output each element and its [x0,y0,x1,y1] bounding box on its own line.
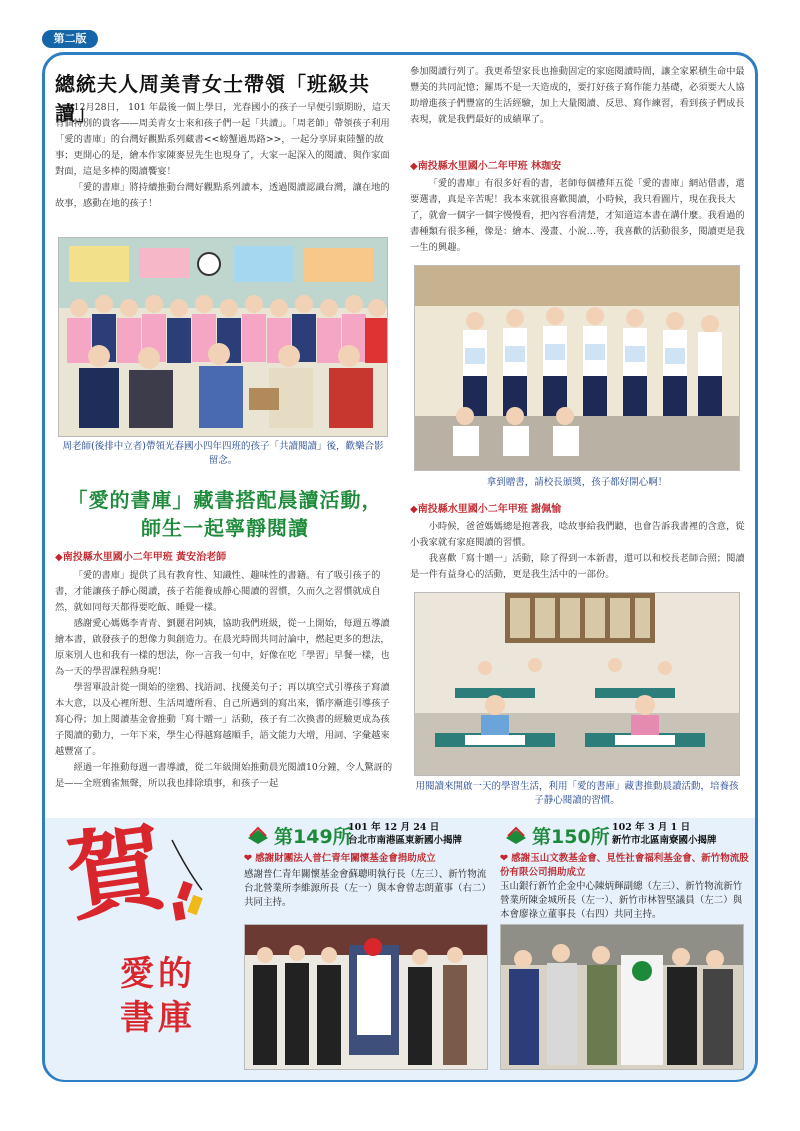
logo-line1: 愛的 [120,954,196,994]
article1-body [55,100,395,212]
column2-section1-byline: ◆南投縣水里國小二年甲班 林珈安 [410,161,562,172]
donation149-school: 台北市南港區東新國小揭牌 [348,835,463,846]
article2-byline: ◆南投縣水里國小二年甲班 黃安治老師 [55,552,227,563]
donation150-desc: 玉山銀行新竹企金中心陳炳輝副總（左三）、新竹物流新竹營業所陳金城所長（左一）、新竹市林智堅議員（左二）與本會廖祿立董事長（右四）共同主持。 [500,881,743,920]
column2-award-photo [414,265,740,471]
donation149-photo [244,924,488,1070]
column2-section2-paragraph-1: 小時候，爸爸媽媽總是抱著我，唸故事給我們聽，也會告訴我書裡的含意，從小我家就有家庭閱讀的習慣。 [410,521,745,548]
column2-section2-byline: ◆南投縣水里國小二年甲班 謝佩愉 [410,504,562,515]
he-character: 賀 [60,809,172,936]
book-logo-icon-2 [504,824,528,846]
donation149-thanks: ❤ 感謝財團法人普仁青年關懷基金會捐助成立 [244,853,436,864]
logo-title [78,952,238,1040]
donation150-date: 102 年 3 月 1 日 [612,822,691,833]
classroom-reading-illustration [415,593,740,776]
article2-paragraph-1: 「愛的書庫」提供了具有教育性、知識性、趣味性的書籍。有了吸引孩子的書，才能讓孩子靜心閱讀，孩子若能養成靜心閱讀的習慣，久而久之習慣就成自然，就如同每天都得要吃飯、睡覺一樣。 [55,570,381,613]
article2-paragraph-2: 感謝愛心媽媽李青青、劉麗君阿姨，協助我們班級，從一上開始，每週五導讀繪本書，啟發孩子的想像力與創造力。在晨光時間共同討論中，燃起更多的想法，原來別人也和我有一樣的想法，你一言我一句中，好像在吃「學習」早餐一樣，也為一天的學習課程熱身呢！ [55,618,390,677]
book-logo-icon [246,824,270,846]
donation150-thanks: ❤ 感謝玉山文教基金會、見性社會福利基金會、新竹物流股份有限公司捐助成立 [500,853,749,878]
page-tag: 第二版 [42,30,98,48]
column2-continued [410,64,745,128]
column2-photo1-caption: 拿到贈書，請校長頒獎，孩子都好開心啊！ [486,477,668,488]
column2-section2-paragraph-2: 我喜歡「寫十贈一」活動，除了得到一本新書，還可以和校長老師合照；閱讀是一件有益身心的活動，更是我生活中的一部份。 [410,553,745,580]
article1-headline: 總統夫人周美青女士帶領「班級共讀」 [55,72,370,125]
article1-classroom-photo [58,237,388,437]
donation150-number: 第150所 [532,826,610,848]
donation150-school: 新竹市北區南寮國小揭牌 [612,835,717,846]
column2-photo2-caption: 用閱讀來開啟一天的學習生活，利用「愛的書庫」藏書推動晨讀活動，培養孩子靜心閱讀的習慣。 [415,781,739,806]
donation150-photo [500,924,744,1070]
article2-title-line2: 師生一起寧靜閱讀 [141,516,309,540]
column2-continued-paragraph: 參加閱讀行列了。我更希望家長也推動固定的家庭閱讀時間，讓全家累積生命中最豐美的共同記憶；羅馬不是一天造成的，要打好孩子寫作能力基礎，必須要大人協助增進孩子們豐富的生活經驗，加上大量閱讀、反思、寫作練習，看到孩子們成長表現，就是我們最好的成績單了。 [410,66,745,125]
article1-photo-caption: 周老師(後排中立者)帶領光春國小四年四班的孩子「共讀閱讀」後，歡樂合影留念。 [62,441,384,466]
donation149-date: 101 年 12 月 24 日 [348,822,440,833]
column2-section1-body [410,176,745,256]
plaque-ceremony-illustration [245,925,488,1070]
article1-paragraph-1: 12月28日， 101 年最後一個上學日，光春國小的孩子一早便引頸期盼，這天有個特別的貴客——周美青女士來和孩子們一起「共讀」。「周老師」帶領孩子利用「愛的書庫」的台灣好觀點系列藏書<<螃蟹過馬路>>，一起分享屏東陸蟹的故事；更開心的是，繪本作家陳麥昱先生也現身了，大家一起深入的閱讀、與作家面對面，這是多棒的閱讀饗宴！ [55,102,391,177]
he-calligraphy [60,809,212,940]
award-group-illustration [415,266,740,471]
logo-line2: 書庫 [120,998,196,1038]
article2-title [50,486,400,542]
column2-section1-paragraph: 「愛的書庫」有很多好看的書，老師每個禮拜五從「愛的書庫」網站借書，還要選書，真是辛苦呢！我本來就很喜歡閱讀，小時候，我只看圖片，現在我長大了，就會一個字一個字慢慢看，把內容看清楚，才知道這本書在講什麼。我看過的書種類有很多種，像是：繪本、漫畫、小說…等，我喜歡的活動很多，閱讀更是我一生的興趣。 [410,178,745,253]
article2-body [55,568,395,792]
column2-reading-photo [414,592,740,776]
article2-paragraph-4: 經過一年推動每週一書導讀，從二年級開始推動晨光閱讀10分鐘，令人驚訝的是——全班鴉雀無聲，所以我也排除瑣事，和孩子一起 [55,762,393,789]
column2-section2-body [410,519,745,583]
plaque-ceremony-illustration-2 [501,925,744,1070]
article1-paragraph-2: 「愛的書庫」將持續推動台灣好觀點系列讀本，透過閱讀認識台灣，讓在地的故事，感動在地的孩子！ [55,182,390,209]
article2-paragraph-3: 學習單設計從一開始的塗鴉、找語詞、找優美句子；再以填空式引導孩子寫讀本大意，以及心裡所想、生活周遭所看、自己所遇到的寫出來，循序漸進引導孩子寫心得；加上閱讀基金會推動「寫十贈一」活動，孩子有二次換書的經驗更成為孩子閱讀的動力，一年下來，學生心得越寫越順手，語文能力大增，用詞、字彙越來越豐富了。 [55,682,390,757]
donation149-number: 第149所 [274,826,352,848]
donation149-desc: 感謝普仁青年關懷基金會蘇聰明執行長（左三）、新竹物流台北營業所李維源所長（左一）與本會曾志朗董事（右二）共同主持。 [244,869,492,908]
article2-title-line1: 「愛的書庫」藏書搭配晨讀活動， [67,488,383,512]
classroom-group-illustration [59,238,388,437]
